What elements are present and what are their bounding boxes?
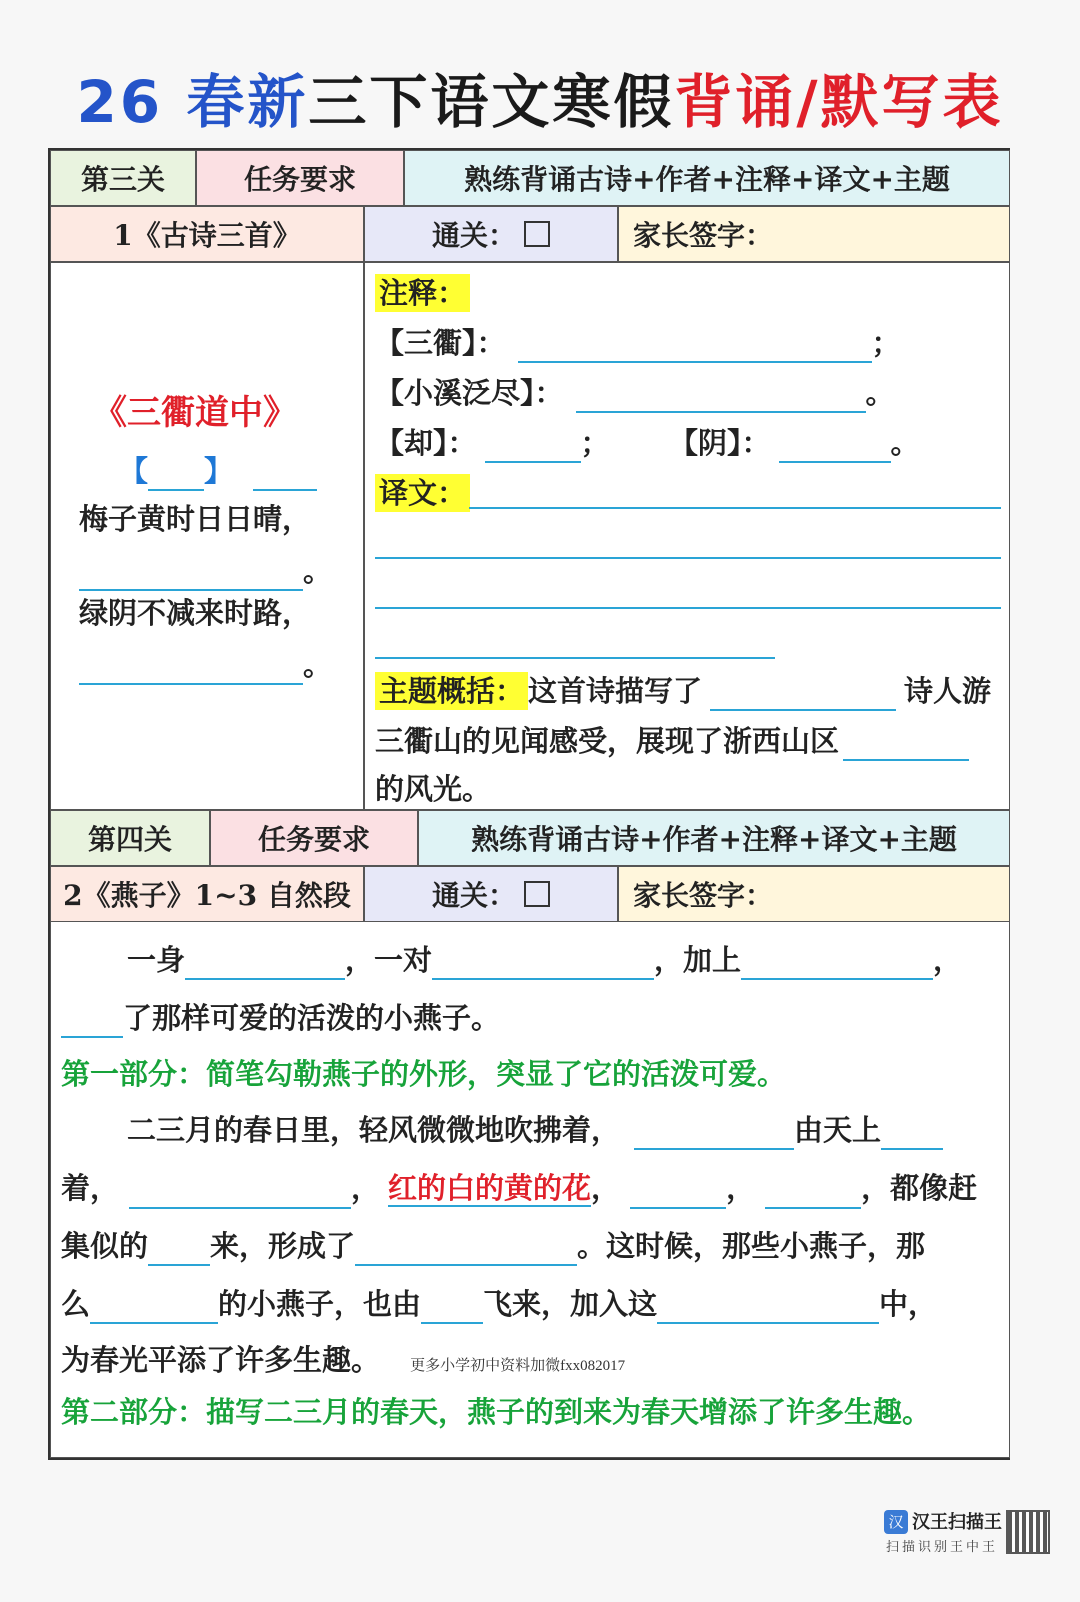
scanner-name: 汉王扫描王 xyxy=(912,1512,1002,1533)
level4-lesson: 2《燕子》1~3 自然段 xyxy=(50,866,364,922)
passage-line-4: 着， ， 红的白的黄的花， ， ，都像赶 xyxy=(61,1168,977,1209)
note-yin-blank[interactable] xyxy=(779,431,891,463)
blank[interactable] xyxy=(630,1177,726,1209)
blank[interactable] xyxy=(129,1177,351,1209)
note-xiaoxi: 【小溪泛尽】： 。 xyxy=(375,373,895,413)
translation-line-2[interactable] xyxy=(375,557,1001,559)
pass-label: 通关： xyxy=(431,219,516,252)
blank[interactable] xyxy=(90,1292,218,1324)
passage-line-1: 一身 ，一对 ，加上 ， xyxy=(127,940,962,980)
level3-task-desc: 熟练背诵古诗+作者+注释+译文+主题 xyxy=(404,150,1010,206)
level3-lesson: 1《古诗三首》 xyxy=(50,206,364,262)
blank[interactable] xyxy=(741,948,933,980)
poem-title: 《三衢道中》 xyxy=(93,393,297,433)
flowers-highlight: 红的白的黄的花 xyxy=(388,1171,592,1205)
translation-line-1[interactable] xyxy=(469,507,1001,509)
dynasty-line xyxy=(119,451,317,491)
passage-panel xyxy=(50,922,1010,1458)
theme-blank-2[interactable] xyxy=(843,729,969,761)
page-title xyxy=(0,62,1080,142)
translation-line-4[interactable] xyxy=(375,657,775,659)
blank[interactable] xyxy=(432,948,654,980)
note-que: 【却】： ； xyxy=(375,423,610,463)
poem-line-1: 梅子黄时日日晴， xyxy=(79,502,312,536)
poem-line-4: 。 xyxy=(79,645,332,685)
blank[interactable] xyxy=(765,1177,861,1209)
passage-line-3: 二三月的春日里，轻风微微地吹拂着， 由天上 xyxy=(127,1110,943,1150)
note-xiaoxi-blank[interactable] xyxy=(576,381,866,413)
level4-task-label: 任务要求 xyxy=(210,810,418,866)
title-part2: 三下语文寒假 xyxy=(308,68,675,136)
scanner-logo-icon: 汉 xyxy=(884,1510,908,1534)
blank[interactable] xyxy=(634,1118,794,1150)
passage-line-5: 集似的 来，形成了 。这时候，那些小燕子，那 xyxy=(61,1226,925,1266)
dynasty-blank[interactable] xyxy=(148,459,204,491)
level4-task-desc: 熟练背诵古诗+作者+注释+译文+主题 xyxy=(418,810,1010,866)
poem-blank-2[interactable] xyxy=(79,559,303,591)
level3-label: 第三关 xyxy=(50,150,196,206)
note-yin: 【阴】： 。 xyxy=(669,423,920,463)
translation-line-3[interactable] xyxy=(375,607,1001,609)
author-blank[interactable] xyxy=(253,459,317,491)
level3-task-label: 任务要求 xyxy=(196,150,404,206)
notes-panel xyxy=(364,262,1010,810)
passage-line-7: 为春光平添了许多生趣。 更多小学初中资料加微fxx082017 xyxy=(61,1343,626,1377)
blank[interactable] xyxy=(355,1234,577,1266)
notes-label: 注释： xyxy=(375,273,470,313)
note-sanqu-blank[interactable] xyxy=(518,331,872,363)
poem-line-2: 。 xyxy=(79,551,332,591)
poem-blank-4[interactable] xyxy=(79,653,303,685)
level3-parent-sign: 家长签字： xyxy=(618,206,1010,262)
blank[interactable] xyxy=(421,1292,483,1324)
poem-panel xyxy=(50,262,364,810)
blank[interactable] xyxy=(148,1234,210,1266)
pass-label: 通关： xyxy=(431,879,516,912)
blank[interactable] xyxy=(657,1292,879,1324)
watermark-text: 更多小学初中资料加微fxx082017 xyxy=(410,1358,626,1374)
theme-line-3: 的风光。 xyxy=(375,772,492,806)
part1-summary: 第一部分：简笔勾勒燕子的外形，突显了它的活泼可爱。 xyxy=(61,1057,787,1091)
theme-blank-1[interactable] xyxy=(710,679,896,711)
note-sanqu: 【三衢】： ； xyxy=(375,323,901,363)
poem-line-3: 绿阴不减来时路， xyxy=(79,596,312,630)
blank[interactable] xyxy=(61,1006,123,1038)
translation-label: 译文： xyxy=(375,473,470,513)
theme-line-2: 三衢山的见闻感受，展现了浙西山区 xyxy=(375,721,969,761)
passage-line-2: 了那样可爱的活泼的小燕子。 xyxy=(61,998,500,1038)
worksheet xyxy=(48,148,1010,1460)
qr-code-icon xyxy=(1006,1510,1050,1554)
dynasty-open: 【 xyxy=(119,454,149,488)
level4-parent-sign: 家长签字： xyxy=(618,866,1010,922)
note-que-blank[interactable] xyxy=(485,431,581,463)
level4-label: 第四关 xyxy=(50,810,210,866)
part2-summary: 第二部分：描写二三月的春天，燕子的到来为春天增添了许多生趣。 xyxy=(61,1395,932,1429)
title-part3: 背诵/默写表 xyxy=(674,68,1004,136)
passage-line-6: 么 的小燕子，也由 飞来，加入这 中， xyxy=(61,1284,937,1324)
scanner-slogan: 扫描识别王中王 xyxy=(886,1540,999,1555)
pass-checkbox[interactable] xyxy=(524,881,550,907)
level3-pass xyxy=(364,206,618,262)
pass-checkbox[interactable] xyxy=(524,221,550,247)
dynasty-close: 】 xyxy=(204,454,234,488)
title-part1: 26 春新 xyxy=(76,68,309,136)
theme-line-1: 主题概括： 这首诗描写了 诗人游 xyxy=(375,671,991,711)
blank[interactable] xyxy=(881,1118,943,1150)
level4-pass xyxy=(364,866,618,922)
blank[interactable] xyxy=(185,948,345,980)
scanner-badge xyxy=(884,1508,1080,1558)
